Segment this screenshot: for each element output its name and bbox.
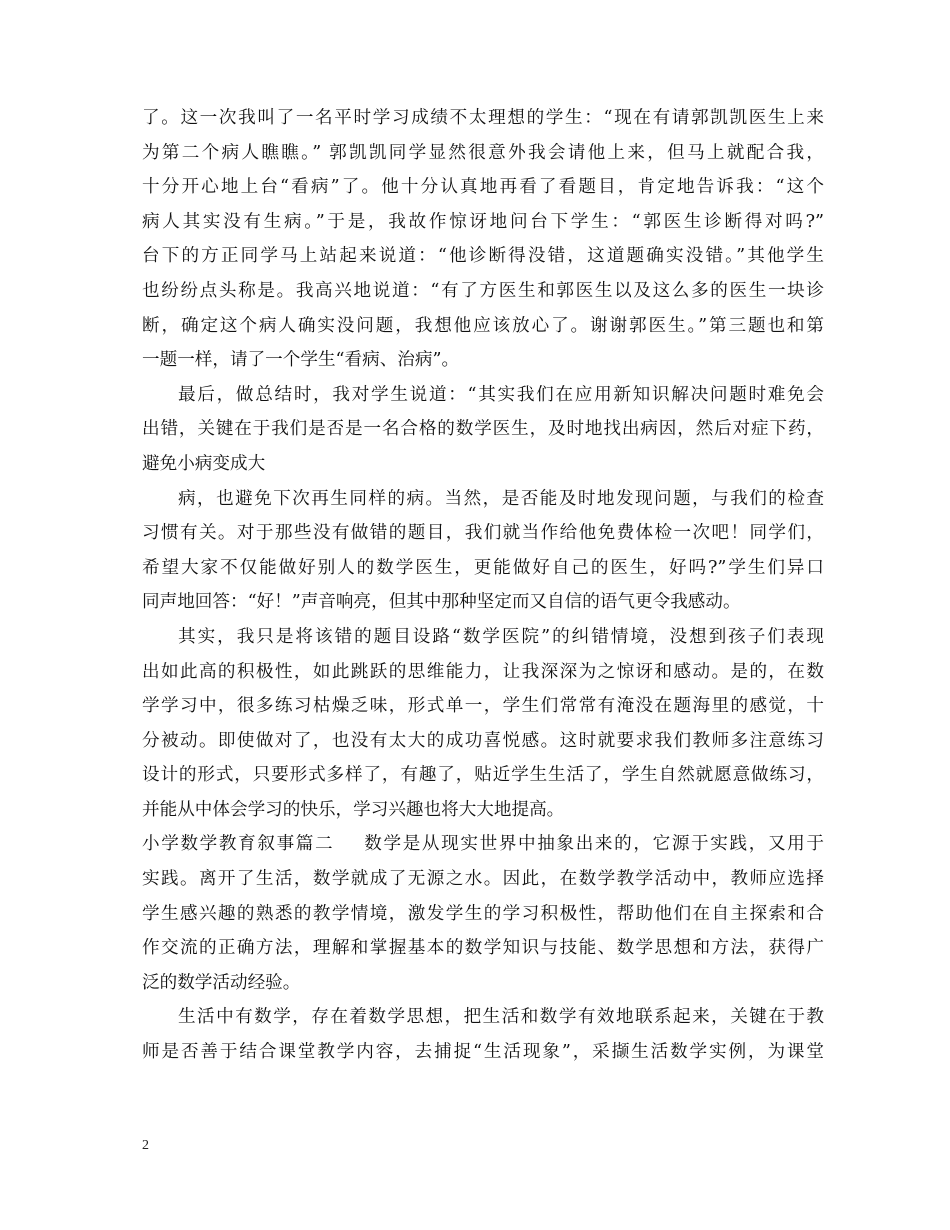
text-line: 也纷纷点头称是。我高兴地说道：“有了方医生和郭医生以及这么多的医生一块诊 bbox=[142, 280, 824, 301]
text-line: 学生感兴趣的熟悉的教学情境，激发学生的学习积极性，帮助他们在自主探索和合 bbox=[142, 903, 824, 924]
text-line: 十分开心地上台“看病”了。他十分认真地再看了看题目，肯定地告诉我：“这个 bbox=[142, 177, 824, 198]
text-line: 最后，做总结时，我对学生说道：“其实我们在应用新知识解决问题时难免会 bbox=[178, 384, 824, 405]
paragraph-block bbox=[142, 101, 824, 827]
text-line: 一题一样，请了一个学生“看病、治病”。 bbox=[142, 350, 460, 371]
text-line: 病，也避免下次再生同样的病。当然，是否能及时地发现问题，与我们的检查 bbox=[178, 488, 824, 509]
text-line: 为第二个病人瞧瞧。” 郭凯凯同学显然很意外我会请他上来，但马上就配合我， bbox=[142, 142, 824, 163]
text-line: 分被动。即使做对了，也没有太大的成功喜悦感。这时就要求我们教师多注意练习 bbox=[142, 730, 824, 751]
text-line: 作交流的正确方法，理解和掌握基本的数学知识与技能、数学思想和方法，获得广 bbox=[142, 938, 824, 959]
page-number: 2 bbox=[142, 1138, 149, 1153]
text-line: 并能从中体会学习的快乐，学习兴趣也将大大地提高。 bbox=[142, 799, 565, 820]
text-line: 同声地回答：“好！”声音响亮，但其中那种坚定而又自信的语气更令我感动。 bbox=[142, 592, 741, 613]
text-line: 实践。离开了生活，数学就成了无源之水。因此，在数学教学活动中，教师应选择 bbox=[142, 869, 824, 890]
text-line: 出如此高的积极性，如此跳跃的思维能力，让我深深为之惊讶和感动。是的，在数 bbox=[142, 661, 824, 682]
section-heading-line bbox=[142, 827, 824, 862]
text-line: 断，确定这个病人确实没问题，我想他应该放心了。谢谢郭医生。”第三题也和第 bbox=[142, 315, 824, 336]
paragraph-block bbox=[142, 862, 824, 1070]
text-line: 师是否善于结合课堂教学内容，去捕捉“生活现象”，采撷生活数学实例，为课堂 bbox=[142, 1042, 824, 1063]
section-title: 小学数学教育叙事篇二 bbox=[142, 834, 335, 855]
text-line: 病人其实没有生病。”于是，我故作惊讶地问台下学生：“郭医生诊断得对吗?” bbox=[142, 211, 824, 232]
text-line: 避免小病变成大 bbox=[142, 453, 266, 474]
text-line: 了。这一次我叫了一名平时学习成绩不太理想的学生：“现在有请郭凯凯医生上来 bbox=[142, 108, 824, 128]
section-first-line-text: 数学是从现实世界中抽象出来的，它源于实践，又用于 bbox=[364, 834, 824, 855]
text-line: 生活中有数学，存在着数学思想，把生活和数学有效地联系起来，关键在于教 bbox=[178, 1007, 824, 1028]
text-line: 泛的数学活动经验。 bbox=[142, 972, 301, 993]
document-body bbox=[142, 101, 824, 1070]
text-line: 习惯有关。对于那些没有做错的题目，我们就当作给他免费体检一次吧！同学们， bbox=[142, 523, 824, 544]
text-line: 学学习中，很多练习枯燥乏味，形式单一，学生们常常有淹没在题海里的感觉，十 bbox=[142, 696, 824, 717]
text-line: 台下的方正同学马上站起来说道：“他诊断得没错，这道题确实没错。”其他学生 bbox=[142, 246, 824, 267]
text-line: 出错，关键在于我们是否是一名合格的数学医生，及时地找出病因，然后对症下药， bbox=[142, 419, 824, 440]
text-line: 设计的形式，只要形式多样了，有趣了，贴近学生生活了，学生自然就愿意做练习， bbox=[142, 765, 824, 786]
text-line: 其实，我只是将该错的题目设路“数学医院”的纠错情境，没想到孩子们表现 bbox=[178, 626, 824, 647]
text-line: 希望大家不仅能做好别人的数学医生，更能做好自己的医生，好吗?”学生们异口 bbox=[142, 557, 824, 578]
